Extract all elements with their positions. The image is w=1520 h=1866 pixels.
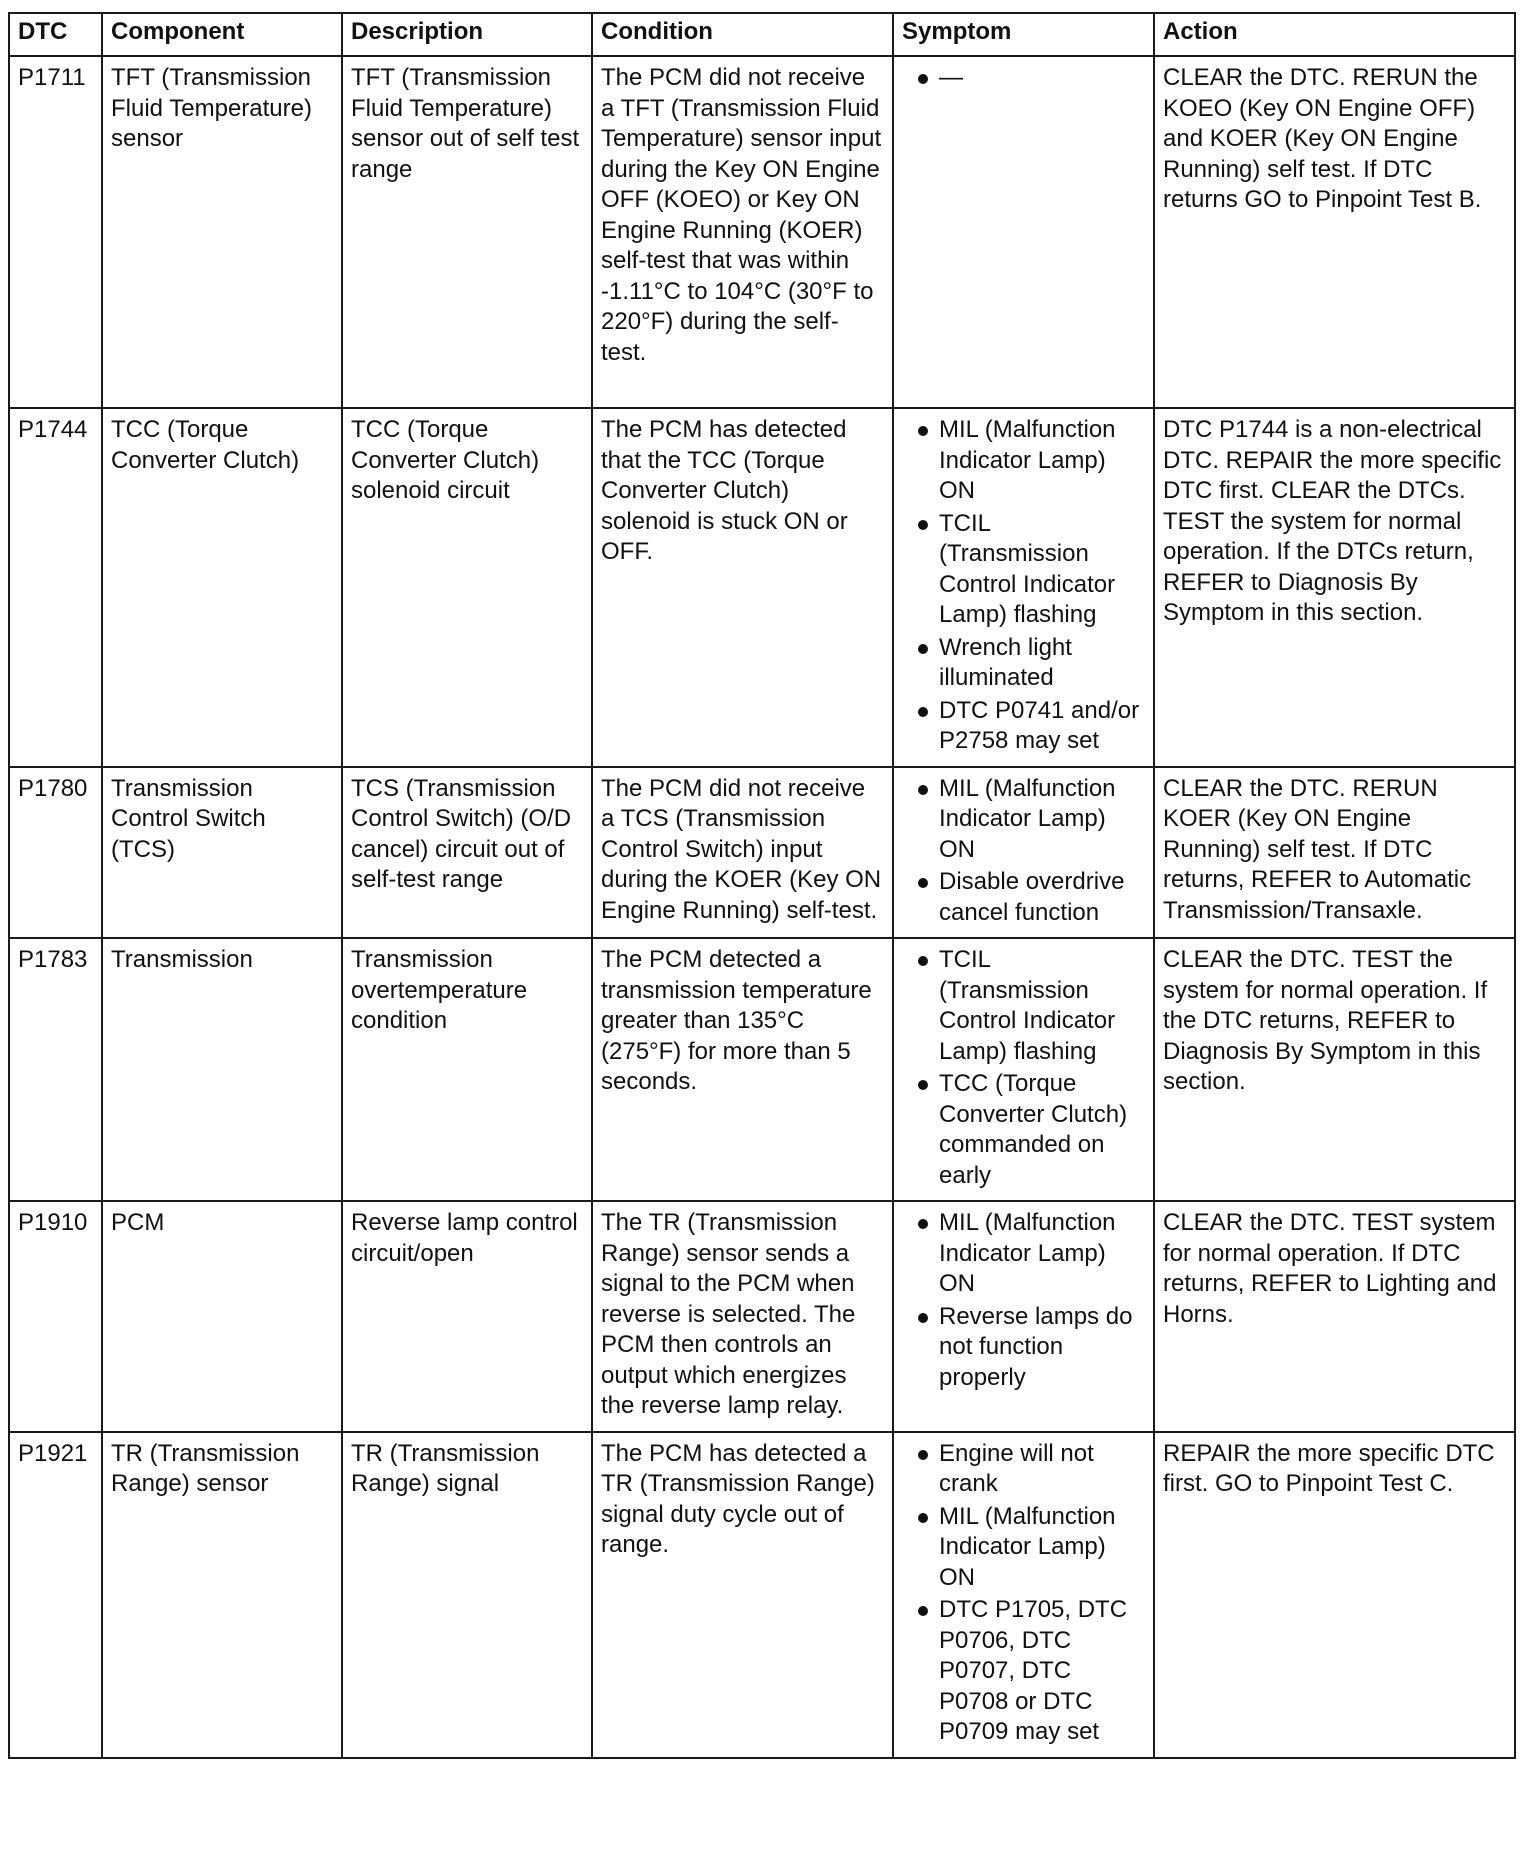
bullet-icon — [918, 707, 928, 717]
component-cell: TFT (Transmission Fluid Temperature) sensor — [102, 56, 342, 408]
symptom-item — [902, 415, 1145, 507]
symptom-list — [902, 63, 1145, 94]
bullet-icon — [918, 1450, 928, 1460]
symptom-cell — [893, 1432, 1154, 1758]
symptom-text: MIL (Malfunction Indicator Lamp) ON — [939, 1209, 1116, 1297]
symptom-text: Disable overdrive cancel function — [939, 868, 1125, 926]
dtc-code-cell: P1780 — [9, 767, 102, 939]
component-cell: PCM — [102, 1201, 342, 1432]
header-action: Action — [1154, 13, 1515, 56]
description-cell: TCC (Torque Converter Clutch) solenoid circuit — [342, 408, 592, 767]
bullet-icon — [918, 1513, 928, 1523]
dtc-code-cell: P1744 — [9, 408, 102, 767]
symptom-text: — — [939, 64, 963, 91]
bullet-icon — [918, 426, 928, 436]
bullet-icon — [918, 956, 928, 966]
bullet-icon — [918, 1606, 928, 1616]
action-cell: REPAIR the more specific DTC first. GO to Pinpoint Test C. — [1154, 1432, 1515, 1758]
bullet-icon — [918, 520, 928, 530]
description-cell: TR (Transmission Range) signal — [342, 1432, 592, 1758]
symptom-cell — [893, 408, 1154, 767]
table-row — [9, 767, 1515, 939]
component-cell: TR (Transmission Range) sensor — [102, 1432, 342, 1758]
dtc-code-cell: P1921 — [9, 1432, 102, 1758]
symptom-item — [902, 1069, 1145, 1191]
action-cell: CLEAR the DTC. RERUN the KOEO (Key ON Engine OFF) and KOER (Key ON Engine Running) self test. If DTC returns GO to Pinpoint Test B. — [1154, 56, 1515, 408]
symptom-item — [902, 696, 1145, 757]
symptom-text: MIL (Malfunction Indicator Lamp) ON — [939, 1502, 1116, 1591]
symptom-item — [902, 1595, 1145, 1748]
symptom-list — [902, 1439, 1145, 1748]
symptom-text: DTC P0741 and/or P2758 may set — [939, 696, 1140, 754]
symptom-item — [902, 63, 1145, 94]
table-row — [9, 938, 1515, 1201]
symptom-cell — [893, 767, 1154, 939]
action-cell: CLEAR the DTC. TEST the system for normal operation. If the DTC returns, REFER to Diagnosis By Symptom in this section. — [1154, 938, 1515, 1201]
symptom-text: DTC P1705, DTC P0706, DTC P0707, DTC P0708 or DTC P0709 may set — [939, 1596, 1128, 1745]
symptom-cell — [893, 1201, 1154, 1432]
description-cell: TCS (Transmission Control Switch) (O/D cancel) circuit out of self-test range — [342, 767, 592, 939]
condition-cell: The PCM did not receive a TFT (Transmission Fluid Temperature) sensor input during the Key ON Engine OFF (KOEO) or Key ON Engine Running (KOER) self-test that was within -1.11°C to 104°C (30°F to 220°F) during the self-test. — [592, 56, 893, 408]
symptom-text: MIL (Malfunction Indicator Lamp) ON — [939, 416, 1116, 504]
symptom-cell — [893, 56, 1154, 408]
symptom-text: TCIL (Transmission Control Indicator Lamp) flashing — [939, 509, 1116, 628]
table-body — [9, 56, 1515, 1758]
condition-cell: The PCM did not receive a TCS (Transmission Control Switch) input during the KOER (Key ON Engine Running) self-test. — [592, 767, 893, 939]
symptom-cell — [893, 938, 1154, 1201]
symptom-text: MIL (Malfunction Indicator Lamp) ON — [939, 774, 1116, 863]
symptom-list — [902, 945, 1145, 1191]
symptom-item — [902, 1439, 1145, 1500]
bullet-icon — [918, 878, 928, 888]
dtc-code-cell: P1711 — [9, 56, 102, 408]
description-cell: Reverse lamp control circuit/open — [342, 1201, 592, 1432]
header-component: Component — [102, 13, 342, 56]
header-symptom: Symptom — [893, 13, 1154, 56]
symptom-item — [902, 633, 1145, 694]
description-cell: Transmission overtemperature condition — [342, 938, 592, 1201]
symptom-text: TCIL (Transmission Control Indicator Lamp) flashing — [939, 946, 1116, 1065]
bullet-icon — [918, 74, 928, 84]
symptom-text: TCC (Torque Converter Clutch) commanded on early — [939, 1070, 1128, 1189]
symptom-item — [902, 945, 1145, 1067]
bullet-icon — [918, 1219, 928, 1229]
dtc-table — [8, 12, 1516, 1759]
symptom-item — [902, 1208, 1145, 1300]
symptom-item — [902, 1502, 1145, 1594]
symptom-list — [902, 415, 1145, 757]
table-row — [9, 408, 1515, 767]
table-row — [9, 1201, 1515, 1432]
condition-cell: The PCM detected a transmission temperature greater than 135°C (275°F) for more than 5 seconds. — [592, 938, 893, 1201]
header-description: Description — [342, 13, 592, 56]
dtc-code-cell: P1783 — [9, 938, 102, 1201]
symptom-list — [902, 1208, 1145, 1393]
condition-cell: The TR (Transmission Range) sensor sends a signal to the PCM when reverse is selected. The PCM then controls an output which energizes the reverse lamp relay. — [592, 1201, 893, 1432]
symptom-text: Engine will not crank — [939, 1439, 1094, 1497]
header-condition: Condition — [592, 13, 893, 56]
symptom-text: Reverse lamps do not function properly — [939, 1302, 1133, 1391]
dtc-code-cell: P1910 — [9, 1201, 102, 1432]
header-dtc: DTC — [9, 13, 102, 56]
symptom-list — [902, 774, 1145, 929]
table-row — [9, 56, 1515, 408]
bullet-icon — [918, 1080, 928, 1090]
action-cell: DTC P1744 is a non-electrical DTC. REPAIR the more specific DTC first. CLEAR the DTCs. TEST the system for normal operation. If the DTCs return, REFER to Diagnosis By Symptom in this section. — [1154, 408, 1515, 767]
condition-cell: The PCM has detected that the TCC (Torque Converter Clutch) solenoid is stuck ON or OFF. — [592, 408, 893, 767]
symptom-text: Wrench light illuminated — [939, 633, 1072, 691]
component-cell: TCC (Torque Converter Clutch) — [102, 408, 342, 767]
description-cell: TFT (Transmission Fluid Temperature) sensor out of self test range — [342, 56, 592, 408]
component-cell: Transmission — [102, 938, 342, 1201]
condition-cell: The PCM has detected a TR (Transmission Range) signal duty cycle out of range. — [592, 1432, 893, 1758]
component-cell: Transmission Control Switch (TCS) — [102, 767, 342, 939]
bullet-icon — [918, 1313, 928, 1323]
symptom-item — [902, 774, 1145, 866]
header-row — [9, 13, 1515, 56]
action-cell: CLEAR the DTC. TEST system for normal operation. If DTC returns, REFER to Lighting and Horns. — [1154, 1201, 1515, 1432]
symptom-item — [902, 1302, 1145, 1394]
symptom-item — [902, 867, 1145, 928]
action-cell: CLEAR the DTC. RERUN KOER (Key ON Engine Running) self test. If DTC returns, REFER to Automatic Transmission/Transaxle. — [1154, 767, 1515, 939]
bullet-icon — [918, 644, 928, 654]
symptom-item — [902, 509, 1145, 631]
bullet-icon — [918, 785, 928, 795]
table-row — [9, 1432, 1515, 1758]
